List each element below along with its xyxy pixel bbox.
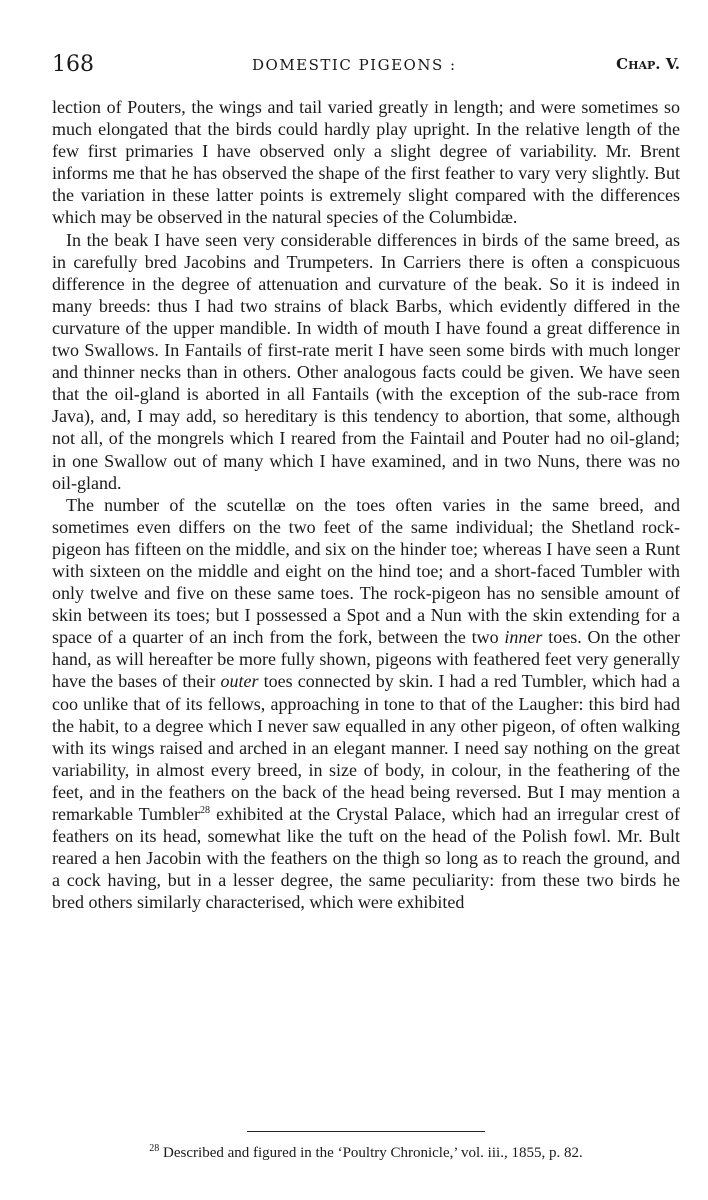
running-title: DOMESTIC PIGEONS : — [252, 56, 457, 74]
paragraph — [52, 96, 680, 229]
text-run: exhibited at the Crystal Palace, which had an irregular crest of feathers on its head, somewhat like the tuft on the head of the Polish fowl. Mr. Bult reared a hen Jacobin with the feathers on the thigh so long as to reach the ground, and a cock having, but in a lesser degree, the same peculiarity: from these two birds he bred others similarly characterised, which were exhibited — [52, 804, 680, 913]
text-run: lection of Pouters, the wings and tail varied greatly in length; and were sometimes so much elongated that the birds could hardly play upright. In the relative length of the few first primaries I have observed only a slight degree of variability. Mr. Brent informs me that he has observed the shape of the first feather to vary very slightly. But the variation in these latter points is extremely slight compared with the differences which may be observed in the natural species of the Columbidæ. — [52, 97, 680, 228]
body-text — [52, 96, 680, 913]
footnote — [52, 1145, 680, 1162]
page-number: 168 — [52, 52, 94, 77]
paragraph — [52, 229, 680, 494]
text-run: toes. On the other hand, as will hereafter be more fully shown, pigeons with feathered feet very generally have the bases of their — [52, 627, 680, 692]
italic-word: outer — [220, 671, 259, 692]
paragraph — [52, 494, 680, 914]
text-run: The number of the scutellæ on the toes often varies in the same breed, and sometimes even differs on the two feet of the same individual; the Shetland rock-pigeon has fifteen on the middle, and six on the hinder toe; whereas I have seen a Runt with sixteen on the middle and eight on the hind toe; and a short-faced Tumbler with only twelve and five on these same toes. The rock-pigeon has no sensible amount of skin between its toes; but I possessed a Spot and a Nun with the skin extending for a space of a quarter of an inch from the fork, between the two — [52, 494, 680, 648]
italic-word: inner — [504, 627, 543, 648]
running-head — [52, 52, 680, 82]
footnote-reference: 28 — [200, 805, 211, 816]
footnote-marker: 28 — [149, 1143, 160, 1154]
text-run: toes connected by skin. I had a red Tumbler, which had a coo unlike that of its fellows, approaching in tone to that of the Laugher: this bird had the habit, to a degree which I never saw equalled in any other pigeon, of often walking with its wings raised and arched in an elegant manner. I need say nothing on the great variability, in almost every breed, in size of body, in colour, in the feathering of the feet, and in the feathers on the back of the head being reversed. But I may mention a remarkable Tumbler — [52, 671, 681, 824]
footnote-rule — [247, 1131, 485, 1132]
footnote-text: Described and figured in the ‘Poultry Chronicle,’ vol. iii., 1855, p. 82. — [159, 1145, 583, 1161]
text-run: In the beak I have seen very considerable differences in birds of the same breed, as in carefully bred Jacobins and Trumpeters. In Carriers there is often a conspicuous difference in the degree of attenuation and curvature of the beak. So it is indeed in many breeds: thus I had two strains of black Barbs, which evidently differed in the curvature of the upper mandible. In width of mouth I have found a great difference in two Swallows. In Fantails of first-rate merit I have seen some birds with much longer and thinner necks than in others. Other analogous facts could be given. We have seen that the oil-gland is aborted in all Fantails (with the exception of the sub-race from Java), and, I may add, so hereditary is this tendency to abortion, that some, although not all, of the mongrels which I reared from the Faintail and Pouter had no oil-gland; in one Swallow out of many which I have examined, and in two Nuns, there was no oil-gland. — [52, 229, 680, 493]
chapter-label: Chap. V. — [616, 55, 680, 73]
